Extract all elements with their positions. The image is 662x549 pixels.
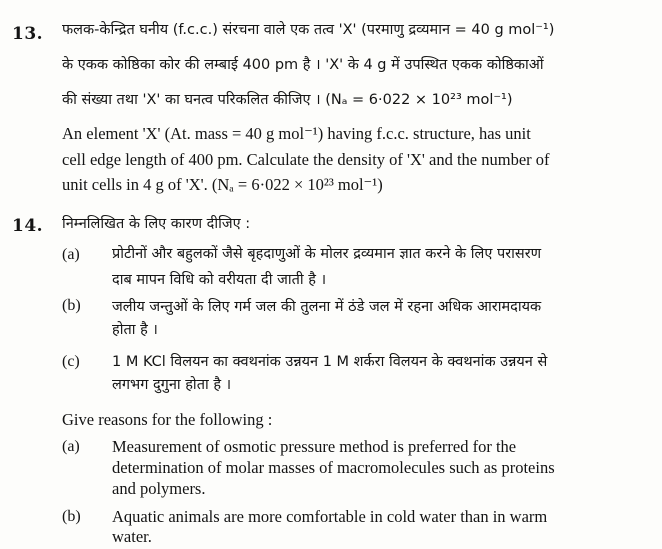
q14-hindi-part-c-line-1: 1 M KCl विलयन का क्वथनांक उन्नयन 1 M शर्करा विलयन के क्वथनांक उन्नयन से — [112, 354, 548, 370]
q14-english-part-a-line-1: Measurement of osmotic pressure method is preferred for the — [112, 437, 517, 456]
q14-english-part-a-line-2: determination of molar masses of macromolecules such as proteins — [112, 458, 555, 477]
q14-hindi-part-a-line-2: दाब मापन विधि को वरीयता दी जाती है । — [112, 272, 327, 288]
q14-english-part-b-line-1: Aquatic animals are more comfortable in cold water than in warm — [112, 507, 548, 526]
q13-english-line-1: An element 'X' (At. mass = 40 g mol⁻¹) having f.c.c. structure, has unit — [62, 124, 531, 143]
q14-hindi-part-c-line-2: लगभग दुगुना होता है । — [112, 377, 232, 393]
question-13-number: 13. — [12, 24, 44, 44]
q13-hindi-line-1: फलक-केन्द्रित घनीय (f.c.c.) संरचना वाले एक तत्व 'X' (परमाणु द्रव्यमान = 40 g mol⁻¹) — [62, 22, 555, 38]
q14-english-part-b-line-2: water. — [112, 527, 152, 546]
q14-english-part-a-label: (a) — [62, 438, 80, 455]
q14-english-part-b-label: (b) — [62, 508, 81, 525]
q14-english-intro: Give reasons for the following : — [62, 410, 273, 429]
q14-hindi-part-b-label: (b) — [62, 297, 81, 314]
q14-hindi-part-a-line-1: प्रोटीनों और बहुलकों जैसे बृहदाणुओं के मोलर द्रव्यमान ज्ञात करने के लिए परासरण — [112, 246, 542, 262]
q14-english-part-a-line-3: and polymers. — [112, 479, 206, 498]
q14-hindi-intro: निम्नलिखित के लिए कारण दीजिए : — [62, 216, 251, 232]
q13-hindi-line-3: की संख्या तथा 'X' का घनत्व परिकलित कीजिए । (Nₐ = 6·022 × 10²³ mol⁻¹) — [62, 92, 513, 108]
q13-hindi-line-2: के एकक कोष्ठिका कोर की लम्बाई 400 pm है । 'X' के 4 g में उपस्थित एकक कोष्ठिकाओं — [62, 57, 544, 73]
q13-english-line-3: unit cells in 4 g of 'X'. (Nₐ = 6·022 × 10²³ mol⁻¹) — [62, 175, 383, 194]
q14-hindi-part-c-label: (c) — [62, 353, 80, 370]
question-14-number: 14. — [12, 216, 44, 236]
q14-hindi-part-a-label: (a) — [62, 246, 80, 263]
q14-hindi-part-b-line-1: जलीय जन्तुओं के लिए गर्म जल की तुलना में ठंडे जल में रहना अधिक आरामदायक — [112, 299, 542, 315]
q13-english-line-2: cell edge length of 400 pm. Calculate the density of 'X' and the number of — [62, 150, 550, 169]
q14-hindi-part-b-line-2: होता है । — [112, 322, 158, 338]
